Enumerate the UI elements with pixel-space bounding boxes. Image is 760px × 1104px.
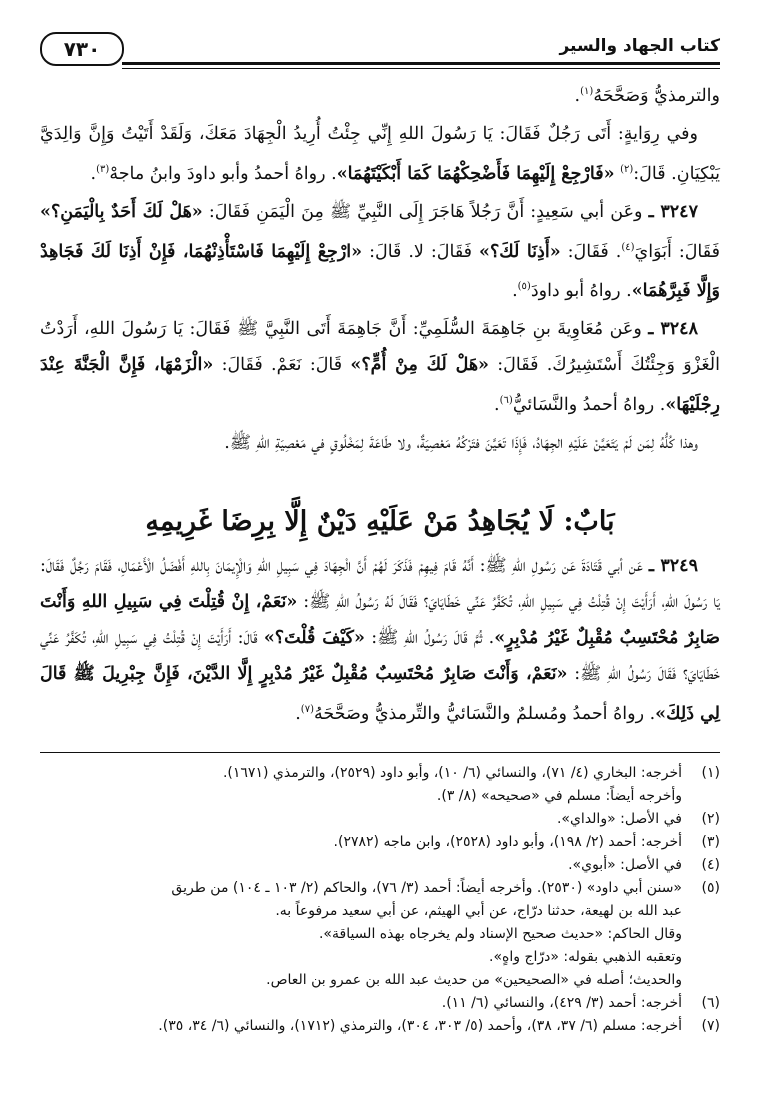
header-rule-thick (122, 62, 720, 65)
paragraph: والترمذيُّ وَصَحَّحَهُ$^{(١)}$. (574, 85, 720, 106)
text-run: . رواهُ أبو داودَ (530, 281, 632, 302)
footnote-number: (٦) (701, 995, 720, 1011)
footnote-line: وقال الحاكم: «حديث صحيح الإسناد ولم يخرجاه بهذه السياقة». (318, 926, 682, 942)
text-run: وعَن مُعَاوِيةَ بنِ جَاهِمَةَ السُّلَمِيِّ: أَنَّ جَاهِمَةَ أَتَى النَّبِيَّ ﷺ فَقَالَ: يَا رَسُولَ اللهِ، أَرَدْتُ الْغَزْوَ وَجِئْتُكَ أَسْتَشِيرُكَ. فَقَالَ: (40, 319, 720, 376)
footnote-number: (٢) (701, 811, 720, 827)
hadith-quote: «كَيْفَ قُلْتَ؟» (263, 628, 365, 648)
header-rule-thin (122, 68, 720, 69)
book-title: كتاب الجهاد والسير (559, 36, 720, 56)
footnote-line: في الأصل: «والداي». (556, 811, 682, 827)
footnote-line: وأخرجه أيضاً: مسلم في «صحيحه» (٨/ ٣). (436, 788, 682, 804)
footnote-ref: (٣) (96, 163, 110, 175)
hadith-number: ٣٢٤٩ ـ (648, 556, 698, 576)
footnote-line: والحديث؛ أصله في «الصحيحين» من حديث عبد الله بن عمرو بن العاص. (266, 972, 682, 988)
footnote-ref: (٤) (621, 241, 635, 253)
hadith-quote: «ارْجِعْ إِلَيْهِمَا فَاسْتَأْذِنْهُمَا، فَإِنْ أَذِنَا لَكَ فَجَاهِدْ وَإِلَّا فَبِرَّهُمَا» (40, 241, 720, 302)
footnote (40, 992, 720, 1015)
text-run: والترمذيُّ وَصَحَّحَهُ (593, 85, 720, 106)
footnote-number: (٥) (701, 880, 720, 896)
footnote-body (40, 854, 682, 877)
footnote-body (40, 831, 682, 854)
main-text (40, 74, 720, 463)
paragraph (40, 425, 720, 461)
footnote-ref: (٥) (517, 281, 531, 293)
hadith-number: ٣٢٤٨ ـ (648, 319, 698, 340)
footnote (40, 854, 720, 877)
text-run: . رواهُ أحمدُ ومُسلمٌ والنَّسَائيُّ والتِّرمذيُّ وصَحَّحَهُ (313, 703, 656, 724)
hadith-quote: «هَلْ لَكَ مِنْ أُمٍّ؟» (350, 355, 489, 376)
footnote (40, 877, 720, 992)
footnote-body (40, 992, 682, 1015)
hadith-quote: «نَعَمْ، إِنْ قُتِلْتَ فِي سَبِيلِ اللهِ وَأَنْتَ صَابِرٌ مُحْتَسِبٌ مُقْبِلٌ غَيْرُ مُدْبِرٍ» (40, 592, 720, 648)
footnote-body (40, 877, 682, 992)
footnote-line: «سنن أبي داود» (٢٥٣٠). وأخرجه أيضاً: أحمد (٣/ ٧٦)، والحاكم (٢/ ١٠٣ ـ ١٠٤) من طريق (171, 880, 682, 896)
footnote-body (40, 762, 682, 808)
footnote-separator (40, 752, 720, 753)
page-number: ٧٣٠ (40, 32, 124, 66)
footnote-ref: (٧) (300, 704, 314, 715)
hadith-quote: «الْزَمْهَا، فَإِنَّ الْجَنَّةَ عِنْدَ رِجْلَيْهَا» (40, 355, 720, 416)
hadith-quote: «فَارْجِعْ إِلَيْهِمَا فَأَضْحِكْهُمَا كَمَا أَبْكَيْتَهُمَا» (336, 163, 615, 184)
text-run: قَالَ: نَعَمْ. فَقَالَ: (221, 355, 343, 376)
footnote-ref: (١) (580, 86, 594, 97)
text-run: فَقَالَ: لا. قَالَ: (369, 241, 473, 262)
footnote (40, 831, 720, 854)
paragraph: وفي رِوَايةٍ: أَتَى رَجُلٌ فَقَالَ: يَا رَسُولَ اللهِ إِنِّي جِئْتُ أُرِيدُ الْجِهَادَ مَعَكَ، وَلَقَدْ أَتَيْتُ وَإِنَّ وَالِدَيَّ يَبْكِيَانِ. قَالَ:$^{(٢)}$ «فَارْجِعْ إِلَيْهِمَا فَأَضْحِكْهُمَا كَمَا أَبْكَيْتَهُمَا». رواهُ أحمدُ وأبو داودَ وابنُ ماجهْ$^{(٣)}$. (40, 123, 720, 184)
footnote-body (40, 1015, 682, 1038)
hadith-3249 (40, 548, 720, 732)
text-run: وعَن أبي سَعِيدٍ: أَنَّ رَجُلاً هَاجَرَ إِلَى النَّبِيِّ ﷺ مِنَ الْيَمَنِ فَقَالَ: (208, 201, 643, 222)
chapter-title: بَابٌ: لَا يُجَاهِدُ مَنْ عَلَيْهِ دَيْنٌ إِلَّا بِرِضَا غَرِيمِهِ (145, 506, 615, 537)
footnote-line: وتعقبه الذهبي بقوله: «درّاج واهٍ». (489, 949, 682, 965)
text-run: . رواهُ أحمدُ والنَّسَائيُّ (512, 395, 666, 416)
text-run: . ثُمَّ قَالَ رَسُولُ اللهِ ﷺ: (371, 628, 495, 648)
hadith-quote: «هَلْ لَكَ أَحَدٌ بِالْيَمَنِ؟» (40, 201, 203, 222)
hadith-quote: «نَعَمْ، وَأَنْتَ صَابِرٌ مُحْتَسِبٌ مُقْبِلٌ غَيْرُ مُدْبِرٍ إِلَّا الدَّيْنَ، فَإِنَّ جِبْرِيلَ ﷺ قَالَ لِي ذَلِكَ» (40, 664, 720, 724)
footnote (40, 1015, 720, 1038)
footnote-line: أخرجه: أحمد (٢/ ١٩٨)، وأبو داود (٢٥٢٨)، وابن ماجه (٢٧٨٢). (333, 834, 682, 850)
footnote (40, 762, 720, 808)
footnote-line: في الأصل: «أبوي». (568, 857, 682, 873)
text-run: عَن أبي قَتَادَةَ عَن رَسُولِ اللهِ ﷺ: أَنَّهُ قَامَ فِيهِمْ فَذَكَرَ لَهُمْ أَنَّ الْجِهَادَ فِي سَبِيلِ اللهِ وَالْإِيمَانَ بِاللهِ أَفْضَلُ الْأَعْمَالِ، فَقَامَ رَجُلٌ فَقَالَ: يَا رَسُولَ اللهِ، أَرَأَيْتَ إِنْ قُتِلْتُ فِي سَبِيلِ اللهِ، تُكَفَّرُ عَنِّي خَطَايَايَ؟ فَقَالَ لَهُ رَسُولُ اللهِ ﷺ: (40, 556, 720, 612)
text-run: قَالَ: أَرَأَيْتَ إِنْ قُتِلْتُ فِي سَبِيلِ اللهِ، تُكَفَّرُ عَنِّي خَطَايَايَ؟ فَقَالَ رَسُولُ اللهِ ﷺ: (40, 628, 720, 684)
text-run: وهذا كُلُّهُ لِمَن لَمْ يَتَعَيَّنْ عَلَيْهِ الجِهَادُ، فَإِذَا تَعَيَّنَ فتَرْكُهُ مَعْصِيَةٌ، ولا طَاعَةَ لِمَخْلُوقٍ في مَعْصِيَةِ اللهِ ﷺ. (224, 433, 698, 454)
page-header (40, 30, 720, 70)
footnote-ref: (٦) (499, 395, 513, 407)
footnote-number: (٣) (701, 834, 720, 850)
paragraph: ٣٢٤٨ ـ وعَن مُعَاوِيةَ بنِ جَاهِمَةَ السُّلَمِيِّ: أَنَّ جَاهِمَةَ أَتَى النَّبِيَّ ﷺ فَقَالَ: يَا رَسُولَ اللهِ، أَرَدْتُ الْغَزْوَ وَجِئْتُكَ أَسْتَشِيرُكَ. فَقَالَ: «هَلْ لَكَ مِنْ أُمٍّ؟» قَالَ: نَعَمْ. فَقَالَ: «الْزَمْهَا، فَإِنَّ الْجَنَّةَ عِنْدَ رِجْلَيْهَا». رواهُ أحمدُ والنَّسَائيُّ$^{(٦)}$. (40, 319, 720, 416)
paragraph: ٣٢٤٩ ـ عَن أبي قَتَادَةَ عَن رَسُولِ اللهِ ﷺ: أَنَّهُ قَامَ فِيهِمْ فَذَكَرَ لَهُمْ أَنَّ الْجِهَادَ فِي سَبِيلِ اللهِ وَالْإِيمَانَ بِاللهِ أَفْضَلُ الْأَعْمَالِ، فَقَامَ رَجُلٌ فَقَالَ: يَا رَسُولَ اللهِ، أَرَأَيْتَ إِنْ قُتِلْتُ فِي سَبِيلِ اللهِ، تُكَفَّرُ عَنِّي خَطَايَايَ؟ فَقَالَ لَهُ رَسُولُ اللهِ ﷺ: «نَعَمْ، إِنْ قُتِلْتَ فِي سَبِيلِ اللهِ وَأَنْتَ صَابِرٌ مُحْتَسِبٌ مُقْبِلٌ غَيْرُ مُدْبِرٍ». ثُمَّ قَالَ رَسُولُ اللهِ ﷺ: «كَيْفَ قُلْتَ؟» قَالَ: أَرَأَيْتَ إِنْ قُتِلْتُ فِي سَبِيلِ اللهِ، تُكَفَّرُ عَنِّي خَطَايَايَ؟ فَقَالَ رَسُولُ اللهِ ﷺ: «نَعَمْ، وَأَنْتَ صَابِرٌ مُحْتَسِبٌ مُقْبِلٌ غَيْرُ مُدْبِرٍ إِلَّا الدَّيْنَ، فَإِنَّ جِبْرِيلَ ﷺ قَالَ لِي ذَلِكَ». رواهُ أحمدُ ومُسلمٌ والنَّسَائيُّ والتِّرمذيُّ وصَحَّحَهُ$^{(٧)}$. (40, 556, 720, 724)
text-run: . رواهُ أحمدُ وأبو داودَ وابنُ ماجهْ (109, 163, 337, 184)
footnote-number: (٧) (701, 1018, 720, 1034)
hadith-quote: «أَذِنَا لَكَ؟» (479, 241, 561, 262)
footnotes (40, 762, 720, 1038)
text-run: . فَقَالَ: (567, 241, 622, 262)
footnote-ref: (٢) (620, 163, 634, 175)
text-run: وفي رِوَايةٍ: أَتَى رَجُلٌ فَقَالَ: يَا رَسُولَ اللهِ إِنِّي جِئْتُ أُرِيدُ الْجِهَادَ مَعَكَ، وَلَقَدْ أَتَيْتُ وَإِنَّ وَالِدَيَّ يَبْكِيَانِ. قَالَ: (40, 123, 720, 184)
footnote-line: أخرجه: أحمد (٣/ ٤٢٩)، والنسائي (٦/ ١١). (441, 995, 682, 1011)
footnote-line: عبد الله بن لهيعة، حدثنا درّاج، عن أبي الهيثم، عن أبي سعيد مرفوعاً به. (275, 903, 682, 919)
footnote (40, 808, 720, 831)
hadith-number: ٣٢٤٧ ـ (648, 201, 698, 222)
footnote-number: (٤) (701, 857, 720, 873)
footnote-line: أخرجه: مسلم (٦/ ٣٧، ٣٨)، وأحمد (٥/ ٣٠٣، ٣٠٤)، والترمذي (١٧١٢)، والنسائي (٦/ ٣٤، ٣٥). (158, 1018, 682, 1034)
text-run: فَقَالَ: أَبَوَايَ (634, 241, 720, 262)
paragraph: ٣٢٤٧ ـ وعَن أبي سَعِيدٍ: أَنَّ رَجُلاً هَاجَرَ إِلَى النَّبِيِّ ﷺ مِنَ الْيَمَنِ فَقَالَ: «هَلْ لَكَ أَحَدٌ بِالْيَمَنِ؟» فَقَالَ: أَبَوَايَ$^{(٤)}$. فَقَالَ: «أَذِنَا لَكَ؟» فَقَالَ: لا. قَالَ: «ارْجِعْ إِلَيْهِمَا فَاسْتَأْذِنْهُمَا، فَإِنْ أَذِنَا لَكَ فَجَاهِدْ وَإِلَّا فَبِرَّهُمَا». رواهُ أبو داودَ$^{(٥)}$. (40, 201, 720, 302)
footnote-line: أخرجه: البخاري (٤/ ٧١)، والنسائي (٦/ ١٠)، وأبو داود (٢٥٢٩)، والترمذي (١٦٧١). (222, 765, 682, 781)
footnote-number: (١) (701, 765, 720, 781)
footnote-body (40, 808, 682, 831)
